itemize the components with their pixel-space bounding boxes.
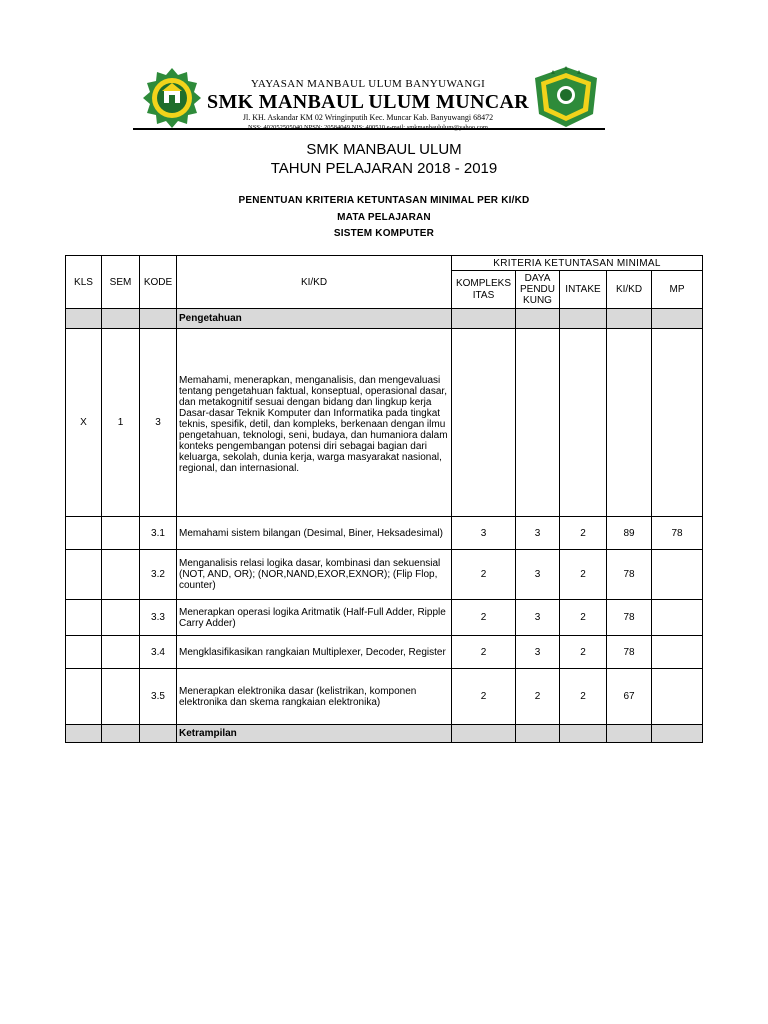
kd-kode: 3.1 [140, 517, 177, 550]
table-row [66, 600, 703, 636]
section-row-pengetahuan [66, 309, 703, 329]
ki-description: Memahami, menerapkan, menganalisis, dan mengevaluasi tentang pengetahuan faktual, konseptual, operasional dasar, dan metakognitif sesuai dengan bidang dan lingkup kerja Dasar-dasar Teknik Komputer dan Informatika pada tingkat teknis, spesifik, detil, dan kompleks, berkenaan dengan ilmu pengetahuan, teknologi, seni, budaya, dan humaniora dalam konteks pengembangan potensi diri sebagai bagian dari keluarga, sekolah, dunia kerja, warga masyarakat nasional, regional, dan internasional. [177, 329, 452, 517]
kd-mp: 78 [652, 517, 703, 550]
kd-intake: 2 [560, 669, 607, 725]
kd-kode: 3.3 [140, 600, 177, 636]
header-kls: KLS [66, 256, 102, 309]
kd-kikd-value: 78 [607, 550, 652, 600]
header-kode: KODE [140, 256, 177, 309]
kd-mp [652, 669, 703, 725]
table-row [66, 669, 703, 725]
school-contact: NSS: 402052505040 NPSN: 20584049 NIS: 400510 e-mail: smkmanbaululum@yahoo.com [248, 124, 488, 131]
kd-kikd-value: 67 [607, 669, 652, 725]
header-daya-pendukung: DAYA PENDU KUNG [516, 271, 560, 309]
header-kkm: KRITERIA KETUNTASAN MINIMAL [452, 256, 703, 271]
letterhead [133, 66, 605, 130]
kd-intake: 2 [560, 550, 607, 600]
document-heading: PENENTUAN KRITERIA KETUNTASAN MINIMAL PER KI/KD [238, 195, 530, 206]
kd-mp [652, 600, 703, 636]
kd-kikd-value: 89 [607, 517, 652, 550]
kd-daya-pendukung: 3 [516, 517, 560, 550]
kd-description: Menerapkan elektronika dasar (kelistrikan, komponen elektronika dan skema rangkaian elektronika) [177, 669, 452, 725]
kd-kompleksitas: 3 [452, 517, 516, 550]
kd-kode: 3.5 [140, 669, 177, 725]
ki-row [66, 329, 703, 517]
kd-kikd-value: 78 [607, 600, 652, 636]
kd-kompleksitas: 2 [452, 636, 516, 669]
school-address: Jl. KH. Askandar KM 02 Wringinputih Kec. Muncar Kab. Banyuwangi 68472 [242, 113, 494, 122]
section-label-ketrampilan: Ketrampilan [177, 725, 452, 743]
section-row-ketrampilan [66, 725, 703, 743]
kd-intake: 2 [560, 636, 607, 669]
section-label-pengetahuan: Pengetahuan [177, 309, 452, 329]
kd-daya-pendukung: 2 [516, 669, 560, 725]
kd-kikd-value: 78 [607, 636, 652, 669]
school-logo-right [531, 66, 601, 128]
foundation-name: YAYASAN MANBAUL ULUM BANYUWANGI [250, 78, 486, 90]
header-kompleksitas: KOMPLEKS ITAS [452, 271, 516, 309]
header-sem: SEM [102, 256, 140, 309]
academic-year: TAHUN PELAJARAN 2018 - 2019 [270, 160, 498, 177]
kd-description: Mengklasifikasikan rangkaian Multiplexer, Decoder, Register [177, 636, 452, 669]
letterhead-divider [133, 128, 605, 130]
kd-kompleksitas: 2 [452, 669, 516, 725]
kd-daya-pendukung: 3 [516, 550, 560, 600]
table-header-row [66, 256, 703, 271]
header-mp: MP [652, 271, 703, 309]
subject-name: SISTEM KOMPUTER [333, 228, 435, 239]
school-name: SMK MANBAUL ULUM MUNCAR [207, 91, 529, 113]
kkm-table [65, 255, 703, 743]
kd-intake: 2 [560, 517, 607, 550]
kd-mp [652, 636, 703, 669]
table-row [66, 517, 703, 550]
page-title: SMK MANBAUL ULUM [306, 141, 462, 158]
header-intake: INTAKE [560, 271, 607, 309]
kd-intake: 2 [560, 600, 607, 636]
kd-kompleksitas: 2 [452, 550, 516, 600]
subject-label: MATA PELAJARAN [337, 212, 431, 223]
ki-kls: X [66, 329, 102, 517]
ki-sem: 1 [102, 329, 140, 517]
ki-kode: 3 [140, 329, 177, 517]
kd-mp [652, 550, 703, 600]
kd-kode: 3.4 [140, 636, 177, 669]
kd-description: Memahami sistem bilangan (Desimal, Biner, Heksadesimal) [177, 517, 452, 550]
table-row [66, 550, 703, 600]
header-kikd-value: KI/KD [607, 271, 652, 309]
kd-description: Menganalisis relasi logika dasar, kombinasi dan sekuensial (NOT, AND, OR); (NOR,NAND,EXOR,EXNOR); (Flip Flop, counter) [177, 550, 452, 600]
school-logo-left [139, 66, 205, 128]
kd-description: Menerapkan operasi logika Aritmatik (Half-Full Adder, Ripple Carry Adder) [177, 600, 452, 636]
table-row [66, 636, 703, 669]
header-kikd: KI/KD [177, 256, 452, 309]
kd-kompleksitas: 2 [452, 600, 516, 636]
kd-kode: 3.2 [140, 550, 177, 600]
kd-daya-pendukung: 3 [516, 600, 560, 636]
kd-daya-pendukung: 3 [516, 636, 560, 669]
